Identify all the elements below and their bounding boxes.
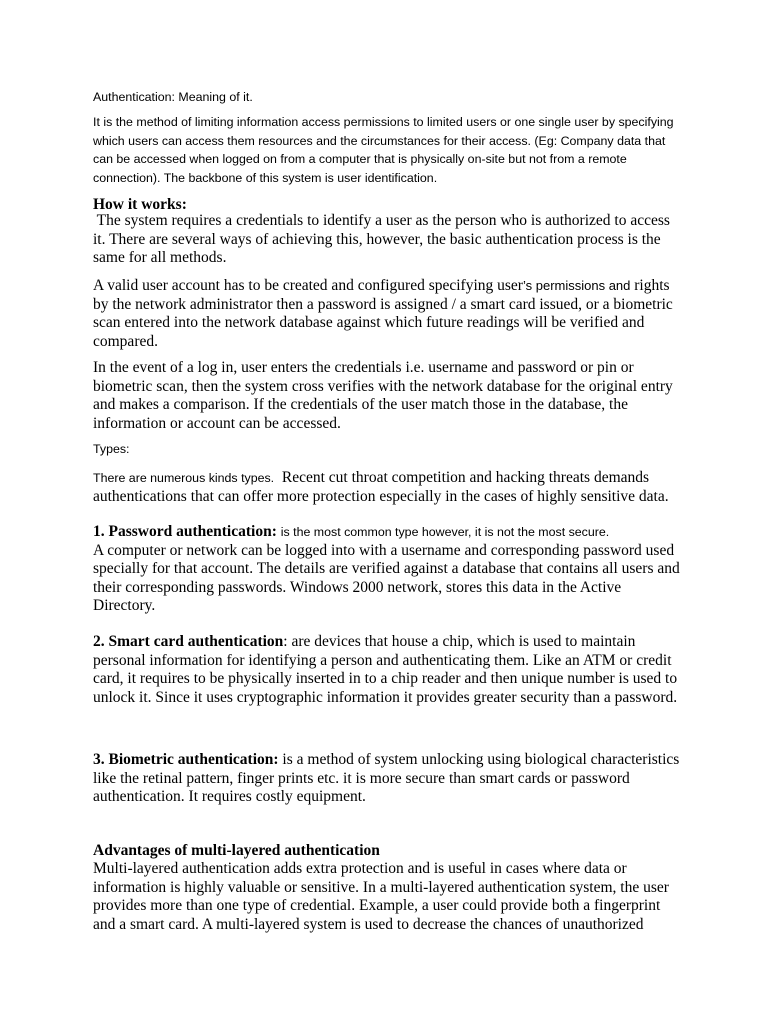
types-heading: Types: (93, 442, 130, 456)
how-it-works-paragraph-2 (93, 277, 683, 351)
types-intro-sans: There are numerous kinds types. (93, 471, 275, 485)
biometric-auth-section (93, 751, 683, 807)
paragraph-2-sans-fragment: ’s permissions and (522, 278, 631, 293)
password-auth-section (93, 523, 683, 616)
biometric-auth-heading: 3. Biometric authentication: (93, 751, 279, 768)
biometric-auth-body: is a method of system unlocking using biological characteristics like the retinal pattern, finger prints etc. it is more secure than smart cards or password authentication. It requires costly equipment. (93, 751, 680, 805)
password-auth-body: A computer or network can be logged into with a username and corresponding password used specially for that account. The details are verified against a database that contains all users and their corresponding passwords. Windows 2000 network, stores this data in the Active Directory. (93, 541, 680, 614)
advantages-paragraph: Multi-layered authentication adds extra protection and is useful in cases where data or information is highly valuable or sensitive. In a multi-layered authentication system, the user provides more than one type of credential. Example, a user could provide both a fingerprint and a smart card. A multi-layered system is used to decrease the chances of unauthorized (93, 860, 669, 933)
types-intro-paragraph (93, 469, 683, 506)
paragraph-2-start: A valid user account has to be created and configured specifying user (93, 277, 523, 294)
advantages-heading: Advantages of multi-layered authentication (93, 842, 380, 859)
smart-card-auth-section (93, 633, 683, 707)
how-it-works-heading: How it works: (93, 196, 187, 213)
smart-card-auth-body: : are devices that house a chip, which is used to maintain personal information for identifying a person and authenticating them. Like an ATM or credit card, it requires to be physically inserted in to a chip reader and then unique number is used to unlock it. Since it uses cryptographic information it provides greater security than a password. (93, 633, 678, 706)
document-title: Authentication: Meaning of it. (93, 90, 253, 104)
types-intro-serif: Recent cut throat competition and hacking threats demands authentications that can offer more protection especially in the cases of highly sensitive data. (93, 469, 669, 505)
smart-card-auth-heading: 2. Smart card authentication (93, 633, 284, 650)
paragraph-2-end: rights by the network administrator then a password is assigned / a smart card issued, or a biometric scan entered into the network database against which future readings will be verified and compared. (93, 277, 673, 350)
how-it-works-paragraph-1-text: The system requires a credentials to identify a user as the person who is authorized to access it. There are several ways of achieving this, however, the basic authentication process is the same for all methods. (93, 212, 670, 266)
password-auth-lead: is the most common type however, it is not the most secure. (280, 525, 610, 539)
how-it-works-paragraph-1 (93, 212, 683, 268)
how-it-works-paragraph-3: In the event of a log in, user enters the credentials i.e. username and password or pin or biometric scan, then the system cross verifies with the network database for the original entry and makes a comparison. If the credentials of the user match those in the database, the information or account can be accessed. (93, 359, 673, 432)
intro-paragraph: It is the method of limiting information access permissions to limited users or one single user by specifying which users can access them resources and the circumstances for their access. (Eg: Company data that can be accessed when logged on from a computer that is physically on-site but not from a remote connection). The backbone of this system is user identification. (93, 115, 674, 185)
password-auth-heading: 1. Password authentication: (93, 523, 277, 540)
